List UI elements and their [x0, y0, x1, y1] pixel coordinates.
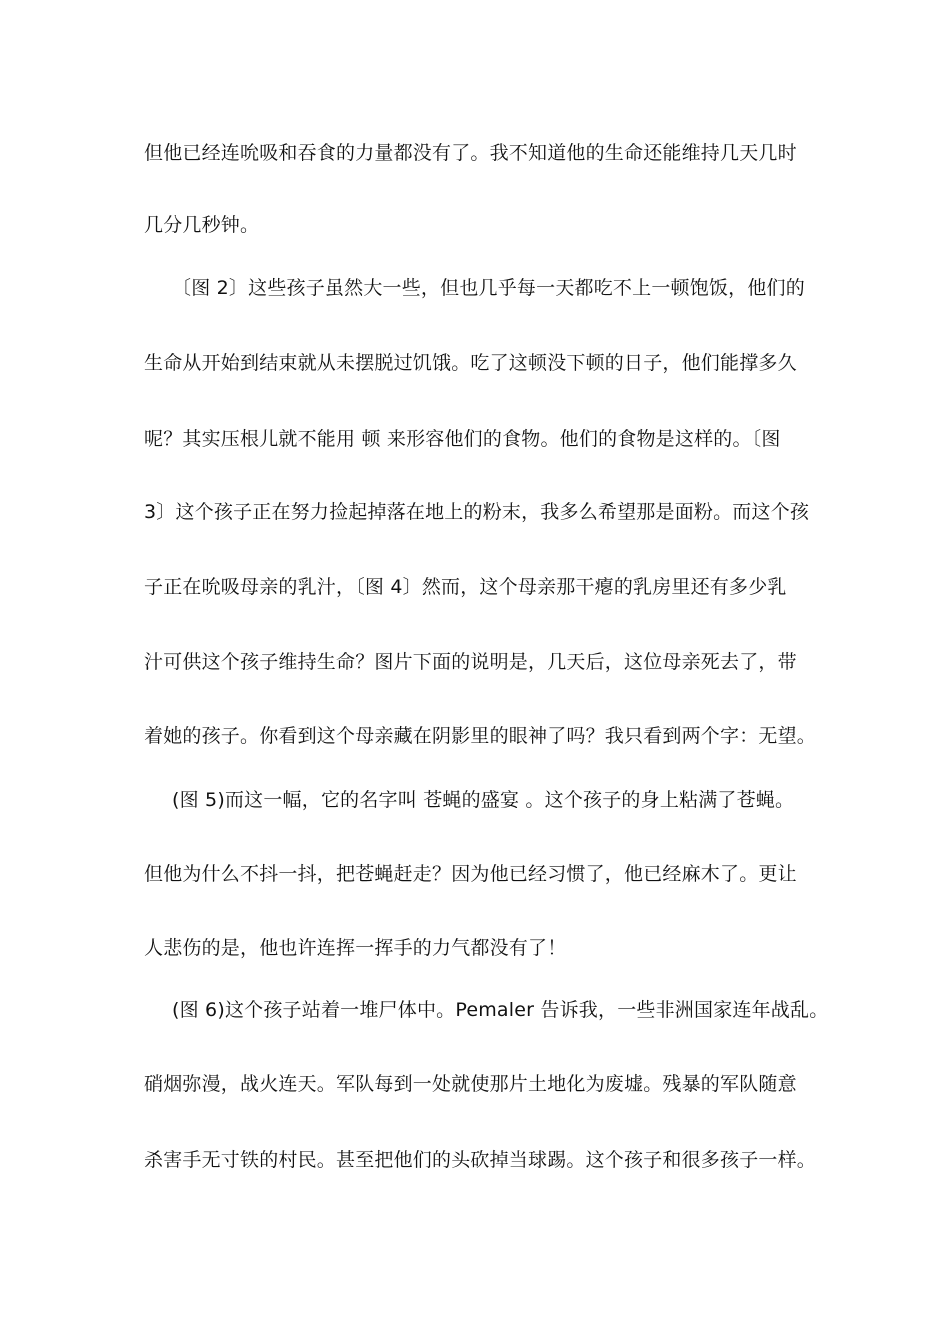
text-line-15: 杀害手无寸铁的村民。甚至把他们的头砍掉当球踢。这个孩子和很多孩子一样。 [144, 1149, 817, 1171]
text-line-2: 几分几秒钟。 [144, 214, 260, 236]
text-line-5: 呢？其实压根儿就不能用 顿 来形容他们的食物。他们的食物是这样的。〔图 [144, 428, 781, 450]
text-line-10: (图 5)而这一幅，它的名字叫 苍蝇的盛宴 。这个孩子的身上粘满了苍蝇。 [172, 789, 795, 811]
text-line-1: 但他已经连吮吸和吞食的力量都没有了。我不知道他的生命还能维持几天几时 [144, 142, 797, 164]
text-line-13: (图 6)这个孩子站着一堆尸体中。Pemaler 告诉我，一些非洲国家连年战乱。 [172, 999, 829, 1021]
text-line-11: 但他为什么不抖一抖，把苍蝇赶走？因为他已经习惯了，他已经麻木了。更让 [144, 863, 797, 885]
text-line-14: 硝烟弥漫，战火连天。军队每到一处就使那片土地化为废墟。残暴的军队随意 [144, 1073, 797, 1095]
text-line-3: 〔图 2〕这些孩子虽然大一些，但也几乎每一天都吃不上一顿饱饭，他们的 [172, 277, 805, 299]
text-line-8: 汁可供这个孩子维持生命？图片下面的说明是，几天后，这位母亲死去了，带 [144, 651, 797, 673]
text-line-9: 着她的孩子。你看到这个母亲藏在阴影里的眼神了吗？我只看到两个字：无望。 [144, 725, 817, 747]
text-line-12: 人悲伤的是，他也许连挥一挥手的力气都没有了！ [144, 937, 567, 959]
text-line-6: 3〕这个孩子正在努力捡起掉落在地上的粉末，我多么希望那是面粉。而这个孩 [144, 501, 810, 523]
text-line-7: 子正在吮吸母亲的乳汁，〔图 4〕然而，这个母亲那干瘪的乳房里还有多少乳 [144, 576, 787, 598]
text-line-4: 生命从开始到结束就从未摆脱过饥饿。吃了这顿没下顿的日子，他们能撑多久 [144, 352, 797, 374]
